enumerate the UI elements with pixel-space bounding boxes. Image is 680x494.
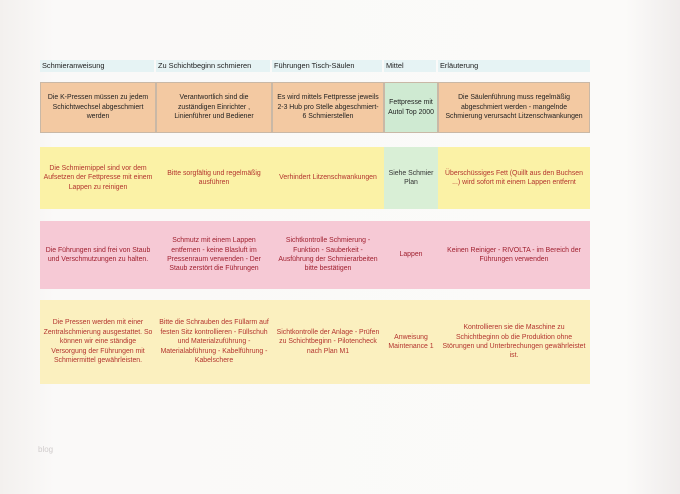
watermark: blog [38,445,54,454]
table-cell: Schmutz mit einem Lappen entfernen - keine Blasluft im Pressenraum verwenden - Der Staub zerstört die Führungen [156,221,272,289]
table-cell: Die Pressen werden mit einer Zentralschmierung ausgestattet. So können wir eine ständige Versorgung der Führungen mit Schmiermittel gewährleisten. [40,300,156,384]
table-cell: Überschüssiges Fett (Quillt aus den Buchsen ...) wird sofort mit einem Lappen entfernt [438,147,590,209]
table-cell: Die Schmiernippel sind vor dem Aufsetzen der Fettpresse mit einem Lappen zu reinigen [40,147,156,209]
table-cell: Die Führungen sind frei von Staub und Verschmutzungen zu halten. [40,221,156,289]
table-cell: Bitte die Schrauben des Füllarm auf festen Sitz kontrollieren - Füllschuh und Materialzuführung - Materialabführung - Kabelführung - Kabelschere [156,300,272,384]
table-cell: Sichtkontrolle der Anlage - Prüfen zu Schichtbeginn - Pilotencheck nach Plan M1 [272,300,384,384]
header-schmieranweisung: Schmieranweisung [40,60,154,72]
table-cell: Die Säulenführung muss regelmäßig abgeschmiert werden - mangelnde Schmierung verursacht Litzenschwankungen [438,82,590,133]
table-cell: Sichtkontrolle Schmierung - Funktion - Sauberkeit - Ausführung der Schmierarbeiten bitte bestätigen [272,221,384,289]
table-cell: Fettpresse mit Autol Top 2000 [384,82,438,133]
header-schichtbeginn: Zu Schichtbeginn schmieren [156,60,270,72]
header-mittel: Mittel [384,60,436,72]
table-cell: Lappen [384,221,438,289]
table-cell: Siehe Schmier Plan [384,147,438,209]
table-cell: Es wird mittels Fettpresse jeweils 2-3 Hub pro Stelle abgeschmiert-6 Schmierstellen [272,82,384,133]
table-cell: Verhindert Litzenschwankungen [272,147,384,209]
table-cell: Die K-Pressen müssen zu jedem Schichtwechsel abgeschmiert werden [40,82,156,133]
header-fuehrungen: Führungen Tisch-Säulen [272,60,382,72]
table-cell: Keinen Reiniger - RIVOLTA - im Bereich der Führungen verwenden [438,221,590,289]
header-erlaeuterung: Erläuterung [438,60,590,72]
table-cell: Kontrollieren sie die Maschine zu Schichtbeginn ob die Produktion ohne Störungen und Unterbrechungen gewährleistet ist. [438,300,590,384]
table-cell: Verantwortlich sind die zuständigen Einrichter , Linienführer und Bediener [156,82,272,133]
table-cell: Bitte sorgfältig und regelmäßig ausführen [156,147,272,209]
table-cell: Anweisung Maintenance 1 [384,300,438,384]
